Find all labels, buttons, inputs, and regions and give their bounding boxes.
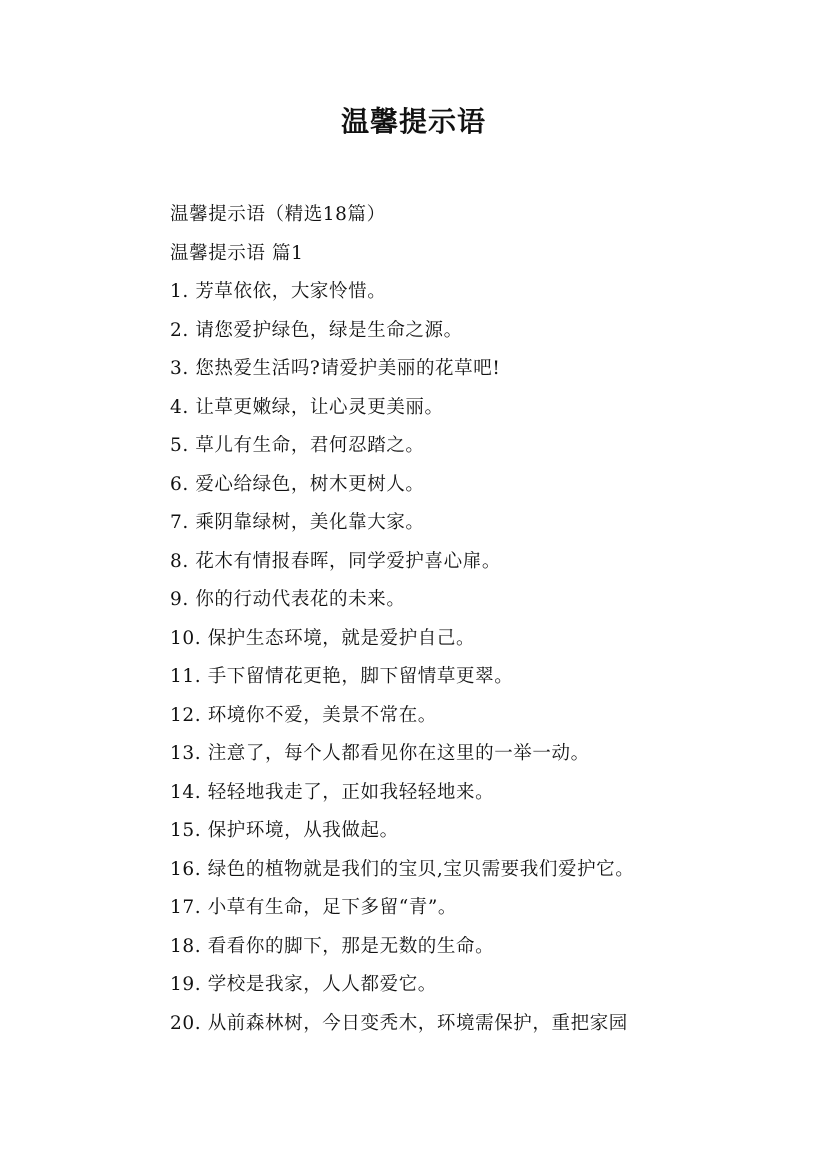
document-subtitle: 温馨提示语（精选18篇） (170, 204, 386, 225)
list-item: 12. 环境你不爱，美景不常在。 (170, 704, 437, 726)
list-item: 7. 乘阴靠绿树，美化靠大家。 (170, 512, 425, 533)
list-item: 1. 芳草依依，大家怜惜。 (170, 281, 387, 302)
list-item: 3. 您热爱生活吗?请爱护美丽的花草吧! (170, 358, 501, 379)
list-item: 5. 草儿有生命，君何忍踏之。 (170, 435, 425, 456)
list-item: 15. 保护环境，从我做起。 (170, 820, 399, 841)
list-item: 16. 绿色的植物就是我们的宝贝,宝贝需要我们爱护它。 (170, 858, 635, 880)
list-item: 8. 花木有情报春晖，同学爱护喜心扉。 (170, 550, 501, 572)
list-item: 14. 轻轻地我走了，正如我轻轻地来。 (170, 781, 495, 803)
list-item: 6. 爱心给绿色，树木更树人。 (170, 473, 425, 495)
list-item: 11. 手下留情花更艳，脚下留情草更翠。 (170, 666, 514, 687)
section-heading: 温馨提示语 篇1 (170, 242, 304, 264)
document-title: 温馨提示语 (340, 105, 486, 138)
list-item: 4. 让草更嫩绿，让心灵更美丽。 (170, 396, 444, 418)
document-body (170, 196, 770, 1043)
list-item: 18. 看看你的脚下，那是无数的生命。 (170, 935, 495, 957)
list-item: 10. 保护生态环境，就是爱护自己。 (170, 627, 476, 649)
list-item: 2. 请您爱护绿色，绿是生命之源。 (170, 319, 463, 341)
list-item: 20. 从前森林树，今日变秃木，环境需保护，重把家园 (170, 1012, 628, 1034)
list-item: 13. 注意了，每个人都看见你在这里的一举一动。 (170, 743, 590, 764)
list-item: 17. 小草有生命，足下多留“青”。 (170, 897, 458, 918)
list-item: 19. 学校是我家，人人都爱它。 (170, 974, 437, 995)
list-item: 9. 你的行动代表花的未来。 (170, 589, 406, 610)
